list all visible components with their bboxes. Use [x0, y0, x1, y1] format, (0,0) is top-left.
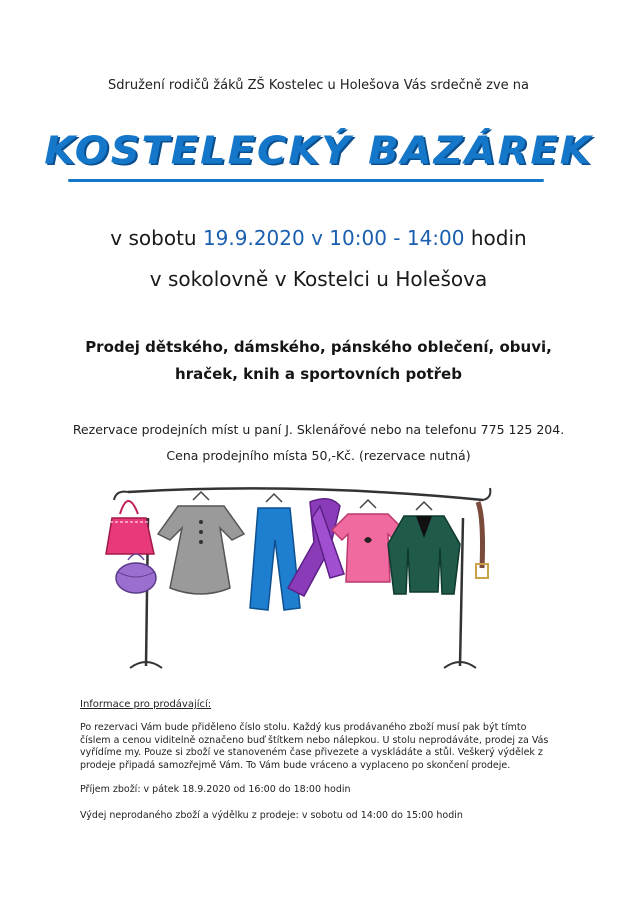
reservation-info [0, 417, 637, 469]
time-suffix: hodin [464, 226, 527, 250]
date-prefix: v sobotu [110, 226, 203, 250]
belt-icon [476, 502, 488, 578]
rack-right-hook-icon [483, 488, 490, 500]
jeans-icon [250, 494, 300, 610]
rack-left-hook-icon [114, 492, 128, 500]
event-date-time [0, 226, 637, 250]
seller-info-heading: Informace pro prodávající: [80, 699, 212, 710]
cardigan-icon [388, 502, 460, 594]
rack-right-leg-icon [460, 518, 463, 666]
dress-icon [158, 492, 244, 594]
title-underline [68, 179, 544, 182]
event-title: KOSTELECKÝ BAZÁREK [44, 129, 593, 173]
seller-info-body: Po rezervaci Vám bude přiděleno číslo stolu. Každý kus prodávaného zboží musí pak být tímto číslem a cenou viditelně označeno buď štítkem nebo nálepkou. U stolu neprodáváte, prodej za Vás vyřídíme my. Pouze si zboží ve stanoveném čase přivezete a vyskládáte a stůl. Veškerý výdělek z prodeje připadá samozřejmě Vám. To Vám bude vráceno a vyplaceno po skončení prodeje. [80, 722, 549, 771]
purse-icon [116, 554, 156, 593]
goods-intake-info: Příjem zboží: v pátek 18.9.2020 od 16:00 do 18:00 hodin [80, 784, 351, 795]
event-date: 19.9.2020 [202, 226, 305, 250]
sale-line-1: Prodej dětského, dámského, pánského oblečení, obuvi, [85, 338, 552, 356]
clothes-rack-illustration [98, 478, 518, 678]
intro-text: Sdružení rodičů žáků ZŠ Kostelec u Holešova Vás srdečně zve na [108, 78, 529, 93]
reservation-line-2: Cena prodejního místa 50,-Kč. (rezervace nutná) [166, 448, 471, 463]
event-time: v 10:00 - 14:00 [304, 226, 465, 250]
goods-pickup-info: Výdej neprodaného zboží a výdělku z prodeje: v sobotu od 14:00 do 15:00 hodin [80, 810, 463, 821]
scarf-icon [288, 499, 344, 596]
rack-bar-icon [128, 488, 483, 500]
sale-line-2: hraček, knih a sportovních potřeb [175, 365, 462, 383]
sale-description [70, 334, 567, 388]
event-place: v sokolovně v Kostelci u Holešova [149, 267, 488, 291]
reservation-line-1: Rezervace prodejních míst u paní J. Sklenářové nebo na telefonu 775 125 204. [72, 422, 565, 437]
handbag-icon [106, 501, 154, 554]
